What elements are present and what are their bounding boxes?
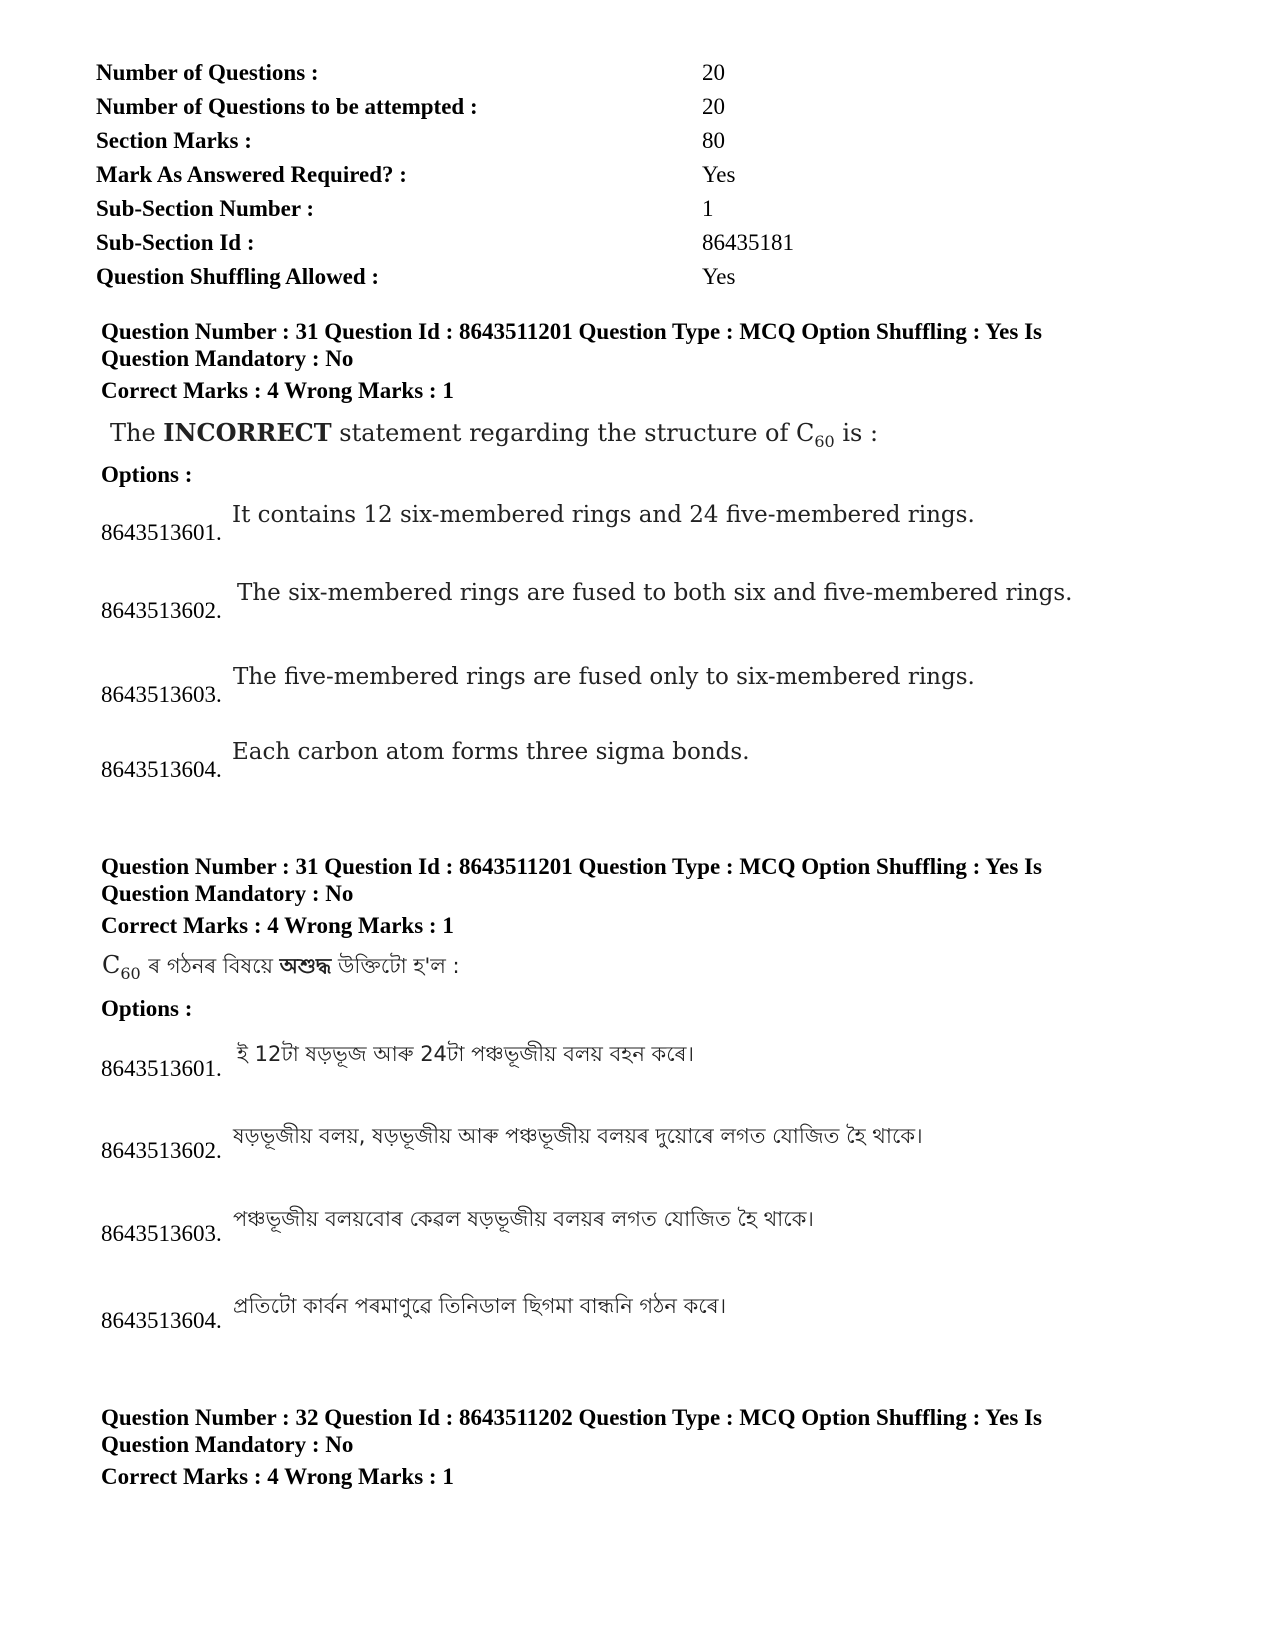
meta-row	[96, 226, 1096, 260]
meta-row	[96, 56, 1096, 90]
options-label: Options :	[101, 996, 193, 1021]
question-header-line: Question Mandatory : No	[101, 346, 354, 371]
question-stem	[110, 418, 878, 451]
option-item	[101, 1120, 1201, 1170]
stem-text: উক্তিটো হ'ল :	[331, 954, 460, 978]
meta-row	[96, 90, 1096, 124]
option-id: 8643513603.	[101, 1221, 222, 1246]
question-header-line: Question Mandatory : No	[101, 881, 354, 906]
question-header-line: Question Number : 31 Question Id : 8643511201 Question Type : MCQ Option Shuffling : Yes Is	[101, 319, 1042, 344]
option-text: পঞ্চভূজীয় বলয়বোৰ কেৱল ষড়ভূজীয় বলয়ৰ লগত যোজিত হৈ থাকে।	[233, 1207, 814, 1231]
stem-emphasis: INCORRECT	[163, 418, 332, 447]
stem-subscript: 60	[120, 963, 141, 983]
question-header-line: Question Number : 32 Question Id : 8643511202 Question Type : MCQ Option Shuffling : Yes Is	[101, 1405, 1042, 1430]
stem-text: C	[102, 951, 121, 979]
meta-value: 20	[702, 60, 725, 85]
option-text: ষড়ভূজীয় বলয়, ষড়ভূজীয় আৰু পঞ্চভূজীয় বলয়ৰ দুয়োৰে লগত যোজিত হৈ থাকে।	[233, 1124, 923, 1148]
meta-row	[96, 260, 1096, 294]
question-header	[101, 318, 1111, 404]
option-id: 8643513601.	[101, 520, 222, 545]
option-id: 8643513601.	[101, 1056, 222, 1081]
meta-value: 20	[702, 94, 725, 119]
stem-text: statement regarding the structure of C	[331, 419, 815, 447]
option-item	[101, 580, 1201, 630]
stem-emphasis: অশুদ্ধ	[279, 954, 332, 978]
meta-value: 1	[702, 196, 714, 221]
option-id: 8643513602.	[101, 598, 222, 623]
meta-value: Yes	[702, 264, 736, 289]
option-text: The six-membered rings are fused to both six and five-membered rings.	[237, 580, 1073, 606]
option-item	[101, 664, 1201, 714]
section-metadata	[96, 56, 1096, 294]
stem-text: ৰ গঠনৰ বিষয়ে	[148, 954, 280, 978]
question-marks: Correct Marks : 4 Wrong Marks : 1	[101, 913, 454, 938]
meta-label: Sub-Section Id :	[96, 230, 255, 255]
meta-row	[96, 192, 1096, 226]
question-header	[101, 853, 1111, 939]
option-item	[101, 1038, 1201, 1088]
option-item	[101, 739, 1201, 789]
question-marks: Correct Marks : 4 Wrong Marks : 1	[101, 378, 454, 403]
option-item	[101, 1290, 1201, 1340]
meta-label: Section Marks :	[96, 128, 252, 153]
option-text: It contains 12 six-membered rings and 24 five-membered rings.	[232, 502, 975, 528]
option-id: 8643513604.	[101, 1308, 222, 1333]
option-id: 8643513602.	[101, 1138, 222, 1163]
meta-value: 80	[702, 128, 725, 153]
meta-value: Yes	[702, 162, 736, 187]
option-text: The five-membered rings are fused only to six-membered rings.	[233, 664, 975, 690]
options-label: Options :	[101, 462, 193, 487]
stem-text: The	[110, 419, 164, 447]
option-text: প্ৰতিটো কাৰ্বন পৰমাণুৱে তিনিডাল ছিগমা বান্ধনি গঠন কৰে।	[233, 1294, 727, 1318]
meta-label: Mark As Answered Required? :	[96, 162, 407, 187]
question-header	[101, 1404, 1111, 1490]
meta-row	[96, 158, 1096, 192]
question-header-line: Question Mandatory : No	[101, 1432, 354, 1457]
question-marks: Correct Marks : 4 Wrong Marks : 1	[101, 1464, 454, 1489]
option-text: Each carbon atom forms three sigma bonds.	[232, 739, 750, 765]
option-item	[101, 1203, 1201, 1253]
question-header-line: Question Number : 31 Question Id : 8643511201 Question Type : MCQ Option Shuffling : Yes Is	[101, 854, 1042, 879]
option-text: ই 12টা ষড়ভূজ আৰু 24টা পঞ্চভূজীয় বলয় বহন কৰে।	[237, 1042, 694, 1066]
stem-text: is :	[834, 419, 879, 447]
option-id: 8643513603.	[101, 682, 222, 707]
stem-subscript: 60	[814, 431, 835, 451]
meta-label: Question Shuffling Allowed :	[96, 264, 380, 289]
meta-label: Sub-Section Number :	[96, 196, 315, 221]
question-stem	[102, 950, 460, 985]
option-item	[101, 502, 1201, 552]
meta-value: 86435181	[702, 230, 794, 255]
option-id: 8643513604.	[101, 757, 222, 782]
meta-label: Number of Questions to be attempted :	[96, 94, 478, 119]
meta-label: Number of Questions :	[96, 60, 319, 85]
meta-row	[96, 124, 1096, 158]
